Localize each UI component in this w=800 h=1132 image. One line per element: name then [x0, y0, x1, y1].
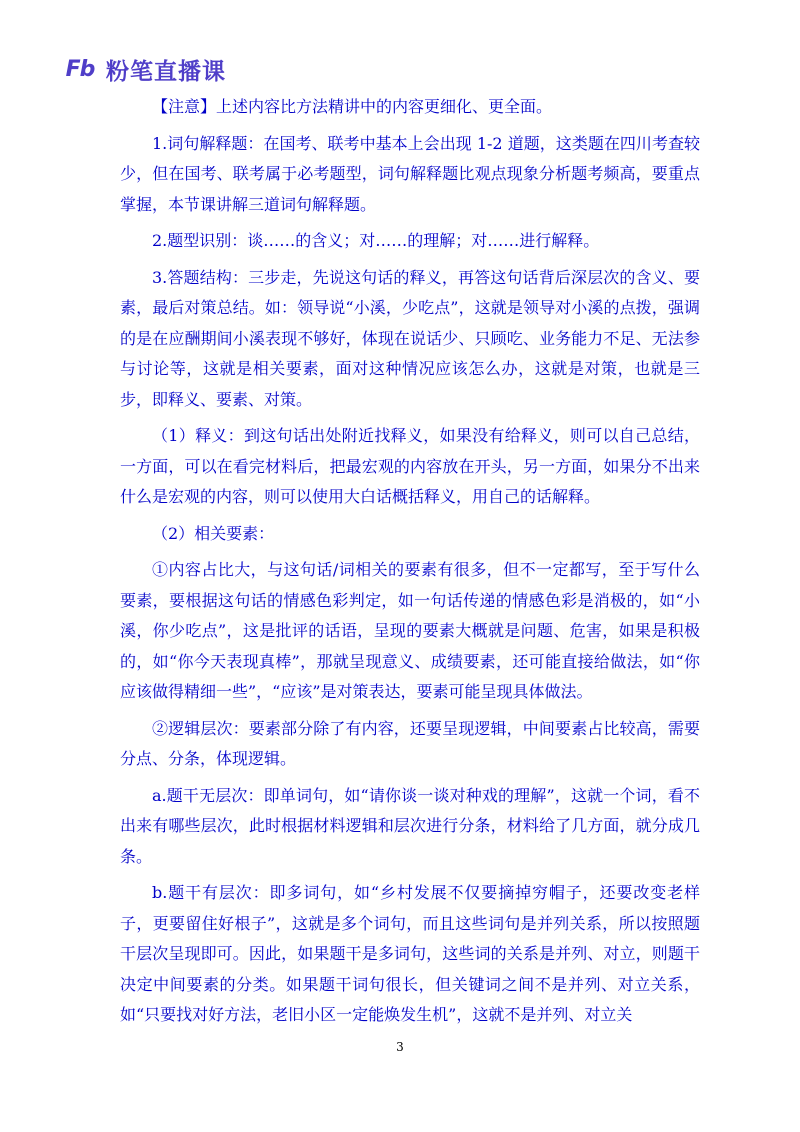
fb-logo-icon: Fb — [65, 56, 95, 82]
document-body — [120, 92, 700, 1037]
paragraph-has-levels: b.题干有层次：即多词句，如“乡村发展不仅要摘掉穷帽子，还要改变老样子，更要留住好根子”，这就是多个词句，而且这些词句是并列关系，所以按照题干层次呈现即可。因此，如果题干是多词句，这些词的关系是并列、对立，则题干决定中间要素的分类。如果题干词句很长，但关键词之间不是并列、对立关系，如“只要找对好方法，老旧小区一定能焕发生机”，这就不是并列、对立关 — [120, 883, 700, 1024]
paragraph-1: 1.词句解释题：在国考、联考中基本上会出现 1-2 道题，这类题在四川考查较少，但在国考、联考属于必考题型，词句解释题比观点现象分析题考频高，要重点掌握，本节课讲解三道词句解释题。 — [120, 133, 700, 214]
paragraph-elements-heading: （2）相关要素： — [152, 523, 275, 543]
paragraph-2: 2.题型识别：谈……的含义；对……的理解；对……进行解释。 — [152, 231, 600, 250]
paragraph-logic-levels: ②逻辑层次：要素部分除了有内容，还要呈现逻辑，中间要素占比较高，需要分点、分条，体现逻辑。 — [120, 718, 700, 768]
brand-name: 粉笔直播课 — [106, 58, 226, 85]
paragraph-interpretation: （1）释义：到这句话出处附近找释义，如果没有给释义，则可以自己总结，一方面，可以在看完材料后，把最宏观的内容放在开头，另一方面，如果分不出来什么是宏观的内容，则可以使用大白话概括释义，用自己的话解释。 — [120, 426, 700, 506]
header — [60, 54, 226, 84]
paragraph-no-levels: a.题干无层次：即单词句，如“请你谈一谈对种戏的理解”，这就一个词，看不出来有哪些层次，此时根据材料逻辑和层次进行分条，材料给了几方面，就分成几条。 — [120, 785, 700, 866]
paragraph-3: 3.答题结构：三步走，先说这句话的释义，再答这句话背后深层次的含义、要素，最后对策总结。如：领导说“小溪，少吃点”，这就是领导对小溪的点拨，强调的是在应酬期间小溪表现不够好，体现在说话少、只顾吃、业务能力不足、无法参与讨论等，这就是相关要素，面对这种情况应该怎么办，这就是对策，也就是三步，即释义、要素、对策。 — [120, 267, 700, 409]
paragraph-content-share: ①内容占比大，与这句话/词相关的要素有很多，但不一定都写，至于写什么要素，要根据这句话的情感色彩判定，如一句话传递的情感色彩是消极的，如“小溪，你少吃点”，这是批评的话语，呈现的要素大概就是问题、危害，如果是积极的，如“你今天表现真棒”，那就呈现意义、成绩要素，还可能直接给做法，如“你应该做得精细一些”，“应该”是对策表达，要素可能呈现具体做法。 — [120, 560, 700, 701]
page-number: 3 — [396, 1040, 404, 1054]
paragraph-note: 【注意】上述内容比方法精讲中的内容更细化、更全面。 — [152, 97, 553, 116]
